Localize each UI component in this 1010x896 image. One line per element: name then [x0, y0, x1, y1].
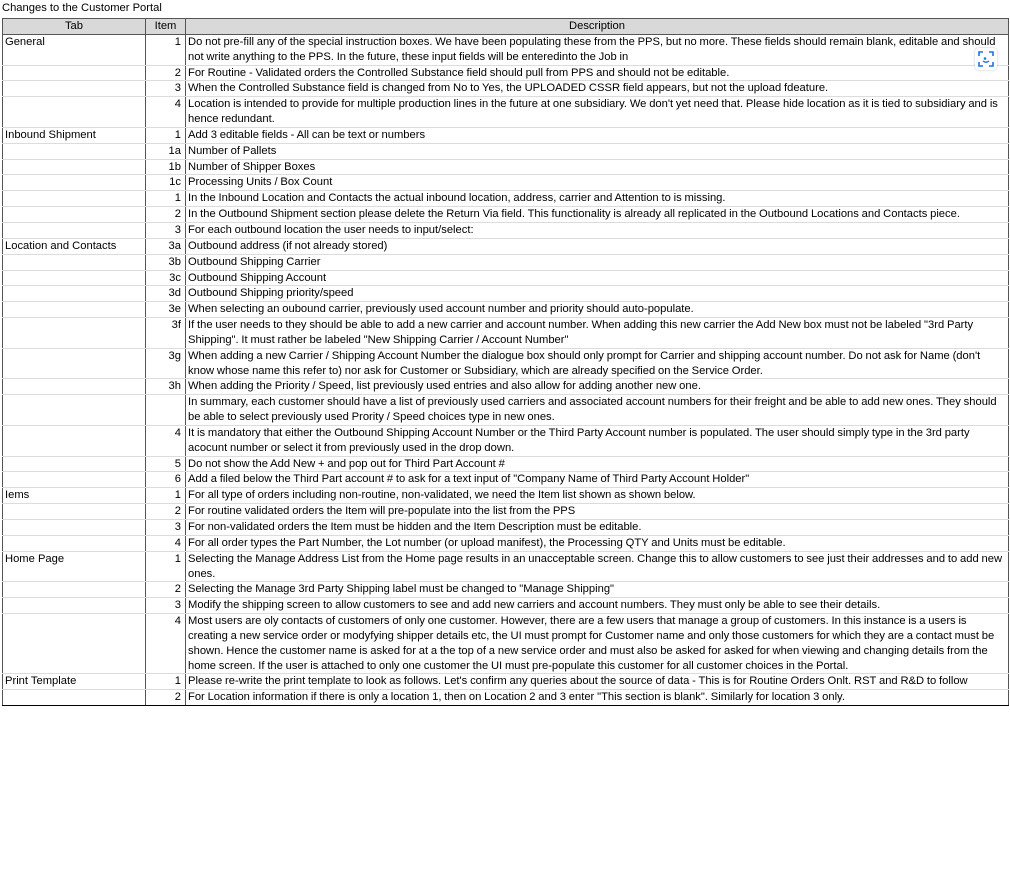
- table-row: [3, 191, 1009, 207]
- item-cell[interactable]: 2: [146, 504, 186, 520]
- item-cell[interactable]: 4: [146, 425, 186, 456]
- tab-cell[interactable]: [3, 520, 146, 536]
- table-row: [3, 598, 1009, 614]
- item-cell[interactable]: 4: [146, 614, 186, 674]
- item-cell[interactable]: 1a: [146, 143, 186, 159]
- table-row: [3, 159, 1009, 175]
- table-row: [3, 674, 1009, 690]
- tab-cell[interactable]: Inbound Shipment: [3, 127, 146, 143]
- header-row: [3, 19, 1009, 35]
- description-cell[interactable]: Outbound Shipping priority/speed: [186, 286, 1009, 302]
- description-cell[interactable]: For each outbound location the user needs to input/select:: [186, 222, 1009, 238]
- item-cell[interactable]: 3b: [146, 254, 186, 270]
- description-cell[interactable]: Selecting the Manage 3rd Party Shipping label must be changed to "Manage Shipping": [186, 582, 1009, 598]
- description-cell[interactable]: For non-validated orders the Item must be hidden and the Item Description must be editable.: [186, 520, 1009, 536]
- table-row: [3, 395, 1009, 426]
- table-row: [3, 551, 1009, 582]
- item-cell[interactable]: 3a: [146, 238, 186, 254]
- item-cell[interactable]: 3c: [146, 270, 186, 286]
- tab-cell[interactable]: Print Template: [3, 674, 146, 690]
- tab-cell[interactable]: Location and Contacts: [3, 238, 146, 254]
- item-cell[interactable]: 1: [146, 127, 186, 143]
- tab-cell[interactable]: [3, 614, 146, 674]
- description-cell[interactable]: When the Controlled Substance field is changed from No to Yes, the UPLOADED CSSR field appears, but not the upload fdeature.: [186, 81, 1009, 97]
- screen-capture-icon[interactable]: [975, 48, 997, 70]
- item-cell[interactable]: 4: [146, 535, 186, 551]
- description-cell[interactable]: In the Outbound Shipment section please delete the Return Via field. This functionality is already all replicated in the Outbound Locations and Contacts piece.: [186, 207, 1009, 223]
- tab-cell[interactable]: [3, 348, 146, 379]
- tab-cell[interactable]: [3, 318, 146, 349]
- description-cell[interactable]: Number of Shipper Boxes: [186, 159, 1009, 175]
- table-row: [3, 302, 1009, 318]
- item-cell[interactable]: 2: [146, 65, 186, 81]
- item-cell[interactable]: 2: [146, 582, 186, 598]
- tab-cell[interactable]: [3, 97, 146, 128]
- table-row: [3, 127, 1009, 143]
- description-cell[interactable]: Outbound Shipping Carrier: [186, 254, 1009, 270]
- tab-cell[interactable]: [3, 191, 146, 207]
- table-row: [3, 222, 1009, 238]
- tab-cell[interactable]: [3, 395, 146, 426]
- description-cell[interactable]: When adding a new Carrier / Shipping Account Number the dialogue box should only prompt for Carrier and shipping account number. Do not ask for Name (don't know whose name this refer to) nor ask for Customer or Subsidiary, which are already specified on the Service Order.: [186, 348, 1009, 379]
- table-row: [3, 425, 1009, 456]
- tab-cell[interactable]: [3, 81, 146, 97]
- item-cell[interactable]: 1: [146, 191, 186, 207]
- tab-cell[interactable]: [3, 472, 146, 488]
- tab-cell[interactable]: [3, 425, 146, 456]
- description-cell[interactable]: Selecting the Manage Address List from the Home page results in an unacceptable screen. Change this to allow customers to see just their addresses and to add new ones.: [186, 551, 1009, 582]
- tab-cell[interactable]: General: [3, 34, 146, 65]
- description-cell[interactable]: Outbound Shipping Account: [186, 270, 1009, 286]
- changes-table: [2, 18, 1009, 706]
- description-cell[interactable]: For Location information if there is only a location 1, then on Location 2 and 3 enter "This section is blank". Similarly for location 3 only.: [186, 690, 1009, 706]
- table-row: [3, 270, 1009, 286]
- item-cell[interactable]: 3g: [146, 348, 186, 379]
- table-row: [3, 254, 1009, 270]
- item-cell[interactable]: 2: [146, 690, 186, 706]
- table-row: [3, 175, 1009, 191]
- table-row: [3, 582, 1009, 598]
- table-row: [3, 520, 1009, 536]
- description-cell[interactable]: In the Inbound Location and Contacts the actual inbound location, address, carrier and Attention to is missing.: [186, 191, 1009, 207]
- item-cell[interactable]: 3: [146, 520, 186, 536]
- item-cell[interactable]: 3: [146, 222, 186, 238]
- item-cell[interactable]: 3: [146, 81, 186, 97]
- item-cell[interactable]: 3h: [146, 379, 186, 395]
- sheet-title: Changes to the Customer Portal: [2, 2, 162, 14]
- tab-cell[interactable]: [3, 254, 146, 270]
- item-cell[interactable]: 1: [146, 34, 186, 65]
- header-description[interactable]: Description: [186, 19, 1009, 35]
- tab-cell[interactable]: [3, 504, 146, 520]
- table-row: [3, 318, 1009, 349]
- description-cell[interactable]: In summary, each customer should have a list of previously used carriers and associated account numbers for their freight and be able to add new ones. They should be able to select previously used Prority / Speed choices type in new ones.: [186, 395, 1009, 426]
- item-cell[interactable]: [146, 395, 186, 426]
- table-row: [3, 504, 1009, 520]
- tab-cell[interactable]: [3, 270, 146, 286]
- table-row: [3, 379, 1009, 395]
- item-cell[interactable]: 1: [146, 488, 186, 504]
- description-cell[interactable]: For all order types the Part Number, the Lot number (or upload manifest), the Processing QTY and Units must be editable.: [186, 535, 1009, 551]
- description-cell[interactable]: For all type of orders including non-routine, non-validated, we need the Item list shown as shown below.: [186, 488, 1009, 504]
- item-cell[interactable]: 1: [146, 674, 186, 690]
- item-cell[interactable]: 3: [146, 598, 186, 614]
- description-cell[interactable]: Add 3 editable fields - All can be text or numbers: [186, 127, 1009, 143]
- description-cell[interactable]: When selecting an oubound carrier, previously used account number and priority should auto-populate.: [186, 302, 1009, 318]
- description-cell[interactable]: Modify the shipping screen to allow customers to see and add new carriers and account numbers. They must only be able to see their details.: [186, 598, 1009, 614]
- description-cell[interactable]: It is mandatory that either the Outbound Shipping Account Number or the Third Party Account number is populated. The user should simply type in the 3rd party acocunt number or select it from previously used in the drop down.: [186, 425, 1009, 456]
- tab-cell[interactable]: [3, 175, 146, 191]
- tab-cell[interactable]: [3, 286, 146, 302]
- table-row: [3, 488, 1009, 504]
- tab-cell[interactable]: [3, 690, 146, 706]
- item-cell[interactable]: 5: [146, 456, 186, 472]
- item-cell[interactable]: 1b: [146, 159, 186, 175]
- description-cell[interactable]: For routine validated orders the Item will pre-populate into the list from the PPS: [186, 504, 1009, 520]
- tab-cell[interactable]: [3, 65, 146, 81]
- table-row: [3, 81, 1009, 97]
- item-cell[interactable]: 1c: [146, 175, 186, 191]
- description-cell[interactable]: Do not pre-fill any of the special instruction boxes. We have been populating these from the PPS, but no more. These fields should remain blank, editable and should not write anything to the PPS. In the future, these input fields will be enteredinto the Job in: [186, 34, 1009, 65]
- table-row: [3, 535, 1009, 551]
- table-row: [3, 472, 1009, 488]
- description-cell[interactable]: When adding the Priority / Speed, list previously used entries and also allow for adding another new one.: [186, 379, 1009, 395]
- description-cell[interactable]: Processing Units / Box Count: [186, 175, 1009, 191]
- table-row: [3, 238, 1009, 254]
- tab-cell[interactable]: [3, 143, 146, 159]
- tab-cell[interactable]: Iems: [3, 488, 146, 504]
- item-cell[interactable]: 3d: [146, 286, 186, 302]
- table-row: [3, 207, 1009, 223]
- tab-cell[interactable]: [3, 207, 146, 223]
- table-row: [3, 34, 1009, 65]
- item-cell[interactable]: 2: [146, 207, 186, 223]
- description-cell[interactable]: Add a filed below the Third Part account # to ask for a text input of "Company Name of Third Party Account Holder": [186, 472, 1009, 488]
- table-row: [3, 348, 1009, 379]
- tab-cell[interactable]: [3, 456, 146, 472]
- tab-cell[interactable]: [3, 535, 146, 551]
- table-row: [3, 456, 1009, 472]
- tab-cell[interactable]: [3, 222, 146, 238]
- description-cell[interactable]: Number of Pallets: [186, 143, 1009, 159]
- table-row: [3, 65, 1009, 81]
- description-cell[interactable]: Do not show the Add New + and pop out for Third Part Account #: [186, 456, 1009, 472]
- description-cell[interactable]: For Routine - Validated orders the Controlled Substance field should pull from PPS and should not be editable.: [186, 65, 1009, 81]
- table-row: [3, 97, 1009, 128]
- header-item[interactable]: Item: [146, 19, 186, 35]
- header-tab[interactable]: Tab: [3, 19, 146, 35]
- item-cell[interactable]: 3f: [146, 318, 186, 349]
- description-cell[interactable]: Outbound address (if not already stored): [186, 238, 1009, 254]
- table-row: [3, 614, 1009, 674]
- table-row: [3, 143, 1009, 159]
- table-row: [3, 690, 1009, 706]
- tab-cell[interactable]: [3, 302, 146, 318]
- item-cell[interactable]: 1: [146, 551, 186, 582]
- tab-cell[interactable]: Home Page: [3, 551, 146, 582]
- tab-cell[interactable]: [3, 379, 146, 395]
- tab-cell[interactable]: [3, 159, 146, 175]
- tab-cell[interactable]: [3, 582, 146, 598]
- description-cell[interactable]: Most users are oly contacts of customers of only one customer. However, there are a few users that manage a group of customers. In this instance is a users is creating a new service order or modyfying shipper details etc, the UI must prompt for Customer name and only those customers for which they are a contact must be shown. Hence the customer name is asked for at a the top of a new service order and must also be asked for asked for when viewing and changing details from the home screen. If the user is attached to only one customer the UI must pre-populate this customer for all customer choices in the Portal.: [186, 614, 1009, 674]
- table-row: [3, 286, 1009, 302]
- description-cell[interactable]: Location is intended to provide for multiple production lines in the future at one subsidiary. We don't yet need that. Please hide location as it is tied to subsidiary and is hence redundant.: [186, 97, 1009, 128]
- description-cell[interactable]: If the user needs to they should be able to add a new carrier and account number. When adding this new carrier the Add New box must not be labeled "3rd Party Shipping". It must rather be labeled "New Shipping Carrier / Account Number": [186, 318, 1009, 349]
- item-cell[interactable]: 6: [146, 472, 186, 488]
- description-cell[interactable]: Please re-write the print template to look as follows. Let's confirm any queries about the source of data - This is for Routine Orders Onlt. RST and R&D to follow: [186, 674, 1009, 690]
- item-cell[interactable]: 4: [146, 97, 186, 128]
- tab-cell[interactable]: [3, 598, 146, 614]
- item-cell[interactable]: 3e: [146, 302, 186, 318]
